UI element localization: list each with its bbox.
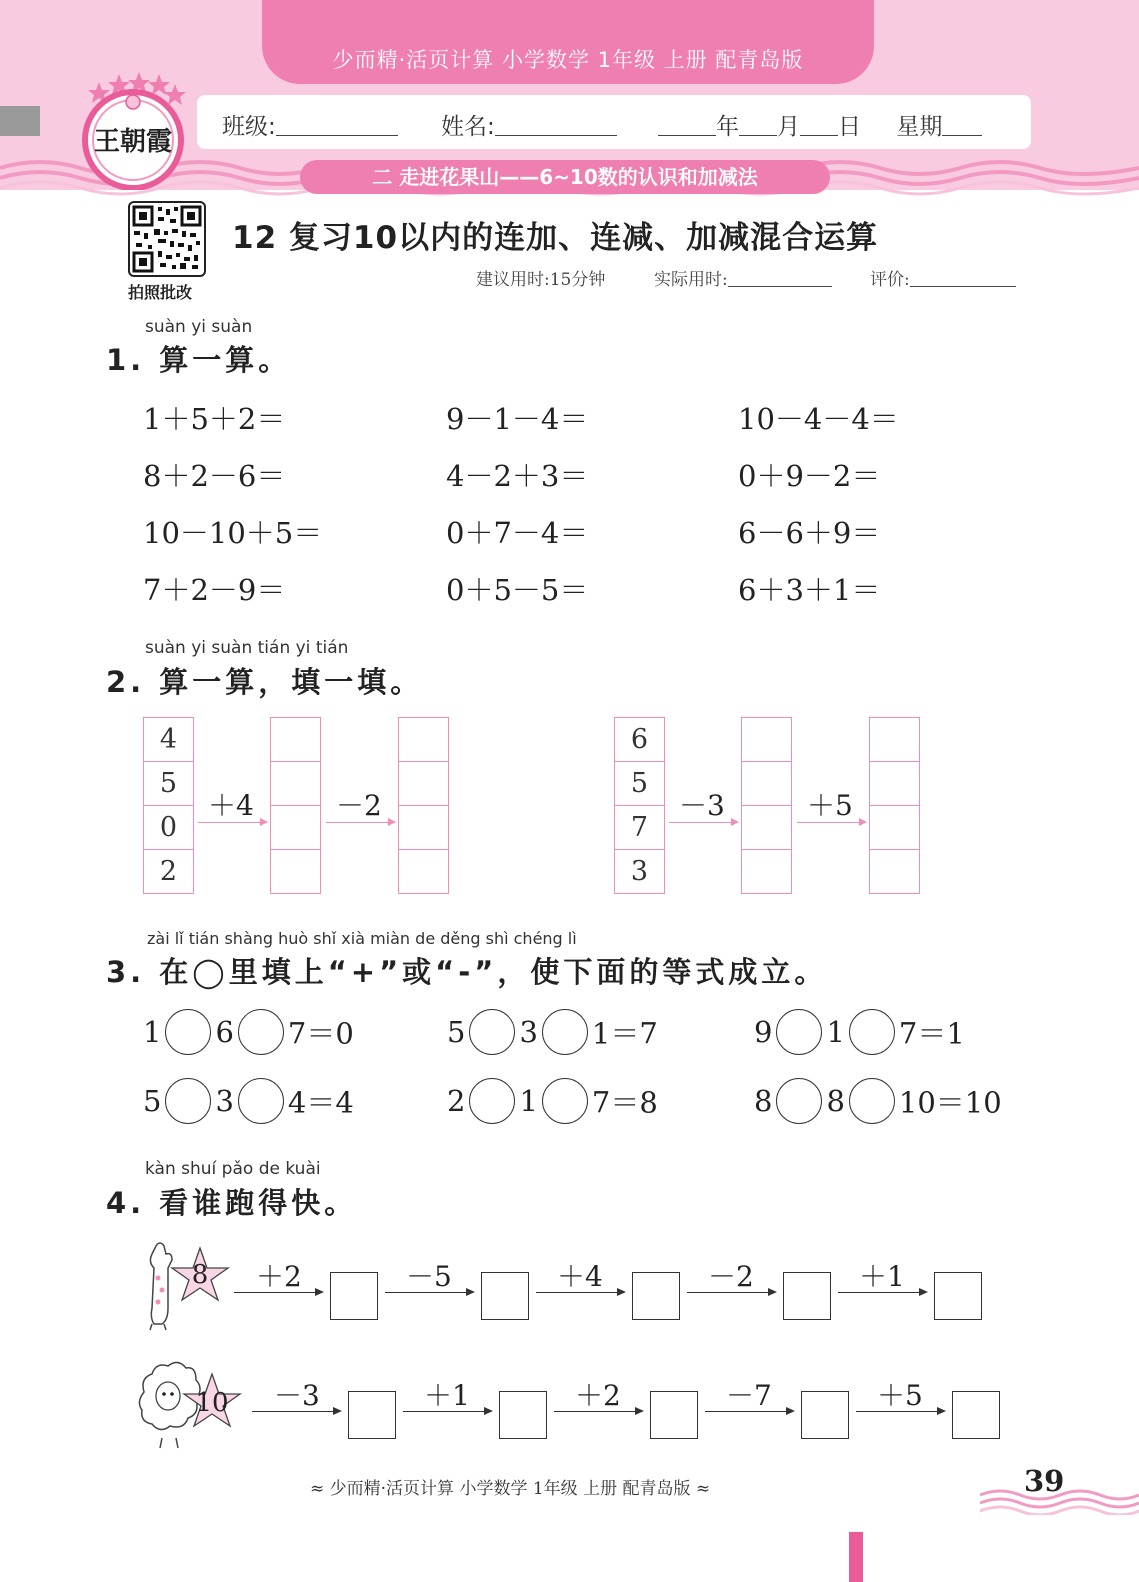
q2-input-cell: 5 bbox=[144, 762, 194, 806]
q3-number: 5 bbox=[143, 1084, 162, 1118]
arrow-right-icon bbox=[326, 822, 394, 823]
class-blank[interactable] bbox=[276, 114, 398, 136]
race-answer-box[interactable] bbox=[330, 1272, 378, 1320]
q1-heading: 1. 算一算。 bbox=[106, 343, 292, 377]
operator-circle[interactable] bbox=[165, 1078, 211, 1124]
q2-answer-cell[interactable] bbox=[399, 762, 449, 806]
race-answer-box[interactable] bbox=[632, 1272, 680, 1320]
q2-right-input-column bbox=[614, 717, 665, 894]
operator-circle[interactable] bbox=[542, 1078, 588, 1124]
q1-expression[interactable]: 6＋3＋1＝ bbox=[738, 573, 881, 607]
q1-expression[interactable]: 7＋2－9＝ bbox=[143, 573, 286, 607]
q4-pinyin: kàn shuí pǎo de kuài bbox=[145, 1159, 321, 1179]
race-operation: －5 bbox=[406, 1260, 452, 1293]
page-number: 39 bbox=[1024, 1464, 1065, 1498]
q2-answer-cell[interactable] bbox=[399, 806, 449, 850]
month-label: 月 bbox=[777, 114, 800, 140]
q1-expression[interactable]: 0＋5－5＝ bbox=[446, 573, 589, 607]
q3-result: 4＝4 bbox=[287, 1085, 354, 1120]
side-tab bbox=[0, 106, 40, 136]
q2-operation: －3 bbox=[679, 789, 725, 822]
evaluation-blank[interactable] bbox=[910, 269, 1016, 287]
arrow-right-icon bbox=[687, 1292, 775, 1293]
actual-time-label: 实际用时: bbox=[654, 270, 728, 290]
q3-number: 3 bbox=[215, 1084, 234, 1118]
q2-input-cell: 0 bbox=[144, 806, 194, 850]
operator-circle[interactable] bbox=[542, 1009, 588, 1055]
race-answer-box[interactable] bbox=[499, 1391, 547, 1439]
race-answer-box[interactable] bbox=[650, 1391, 698, 1439]
race-operation: ＋2 bbox=[575, 1379, 621, 1412]
operator-circle[interactable] bbox=[776, 1078, 822, 1124]
q3-equation bbox=[754, 1078, 1002, 1124]
q2-operation: －2 bbox=[336, 789, 382, 822]
race-operation: ＋4 bbox=[557, 1260, 603, 1293]
q2-operation: ＋4 bbox=[208, 789, 254, 822]
class-label: 班级: bbox=[222, 114, 276, 140]
year-label: 年 bbox=[716, 114, 739, 140]
q1-expression[interactable]: 10－4－4＝ bbox=[738, 402, 899, 436]
race-answer-box[interactable] bbox=[801, 1391, 849, 1439]
arrow-right-icon bbox=[705, 1411, 793, 1412]
q2-answer-cell[interactable] bbox=[742, 718, 792, 762]
race-answer-box[interactable] bbox=[934, 1272, 982, 1320]
operator-circle[interactable] bbox=[165, 1009, 211, 1055]
operator-circle[interactable] bbox=[238, 1009, 284, 1055]
q2-answer-cell[interactable] bbox=[742, 806, 792, 850]
q2-input-cell: 7 bbox=[615, 806, 665, 850]
q3-result: 7＝0 bbox=[287, 1016, 354, 1051]
q3-number: 8 bbox=[754, 1084, 773, 1118]
q3-result: 7＝1 bbox=[898, 1016, 965, 1051]
race-operation: ＋1 bbox=[859, 1260, 905, 1293]
q2-answer-cell[interactable] bbox=[870, 806, 920, 850]
operator-circle[interactable] bbox=[776, 1009, 822, 1055]
race-answer-box[interactable] bbox=[952, 1391, 1000, 1439]
q3-equation bbox=[754, 1009, 965, 1055]
q2-answer-cell[interactable] bbox=[271, 806, 321, 850]
race-answer-box[interactable] bbox=[481, 1272, 529, 1320]
q2-answer-cell[interactable] bbox=[271, 762, 321, 806]
page-edge-marker bbox=[849, 1532, 863, 1582]
q2-answer-cell[interactable] bbox=[271, 850, 321, 894]
race-operation: ＋5 bbox=[877, 1379, 923, 1412]
q2-answer-column bbox=[869, 717, 920, 894]
q2-answer-cell[interactable] bbox=[870, 718, 920, 762]
date-field[interactable] bbox=[658, 108, 982, 141]
weekday-blank[interactable] bbox=[942, 114, 982, 136]
q3-number: 5 bbox=[447, 1015, 466, 1049]
q2-answer-column bbox=[270, 717, 321, 894]
q2-input-cell: 5 bbox=[615, 762, 665, 806]
q2-answer-column bbox=[741, 717, 792, 894]
q3-result: 7＝8 bbox=[591, 1085, 658, 1120]
q1-expression[interactable]: 10－10＋5＝ bbox=[143, 516, 323, 550]
q3-number: 9 bbox=[754, 1015, 773, 1049]
arrow-right-icon bbox=[252, 1411, 340, 1412]
q2-pinyin: suàn yi suàn tián yi tián bbox=[145, 638, 349, 658]
q3-result: 10＝10 bbox=[898, 1085, 1002, 1120]
evaluation-label: 评价: bbox=[870, 270, 910, 290]
q1-pinyin: suàn yi suàn bbox=[145, 317, 253, 337]
q1-expression[interactable]: 6－6＋9＝ bbox=[738, 516, 881, 550]
arrow-right-icon bbox=[536, 1292, 624, 1293]
q3-equation bbox=[447, 1009, 658, 1055]
footer-wave-decoration bbox=[980, 1485, 1139, 1515]
q2-answer-cell[interactable] bbox=[742, 850, 792, 894]
q3-equation bbox=[143, 1078, 354, 1124]
class-field[interactable] bbox=[222, 108, 398, 141]
suggested-time: 建议用时:15分钟 bbox=[476, 270, 606, 290]
q3-number: 3 bbox=[519, 1015, 538, 1049]
qr-caption: 拍照批改 bbox=[128, 283, 193, 302]
evaluation-field[interactable] bbox=[870, 265, 1016, 290]
race-operation: ＋1 bbox=[424, 1379, 470, 1412]
race-operation: －7 bbox=[726, 1379, 772, 1412]
lesson-title: 12 复习10以内的连加、连减、加减混合运算 bbox=[232, 220, 879, 256]
svg-text:王朝霞: 王朝霞 bbox=[93, 127, 173, 157]
race-answer-box[interactable] bbox=[783, 1272, 831, 1320]
arrow-right-icon bbox=[838, 1292, 926, 1293]
race-start-value: 8 bbox=[191, 1260, 209, 1290]
actual-time-field[interactable] bbox=[654, 265, 832, 290]
race-operation: －3 bbox=[274, 1379, 320, 1412]
unit-title: 二 走进花果山——6~10数的认识和加减法 bbox=[300, 160, 830, 194]
arrow-right-icon bbox=[198, 822, 266, 823]
name-field[interactable] bbox=[441, 108, 617, 141]
q2-answer-cell[interactable] bbox=[399, 718, 449, 762]
q1-expression[interactable]: 4－2＋3＝ bbox=[446, 459, 589, 493]
q2-answer-cell[interactable] bbox=[271, 718, 321, 762]
q3-result: 1＝7 bbox=[591, 1016, 658, 1051]
operator-circle[interactable] bbox=[849, 1078, 895, 1124]
arrow-right-icon bbox=[385, 1292, 473, 1293]
q1-expression[interactable]: 0＋7－4＝ bbox=[446, 516, 589, 550]
arrow-right-icon bbox=[856, 1411, 944, 1412]
arrow-right-icon bbox=[234, 1292, 322, 1293]
q2-input-cell: 6 bbox=[615, 718, 665, 762]
q3-number: 1 bbox=[143, 1015, 162, 1049]
arrow-right-icon bbox=[403, 1411, 491, 1412]
q3-number: 8 bbox=[826, 1084, 845, 1118]
race-operation: ＋2 bbox=[256, 1260, 302, 1293]
giraffe-icon bbox=[138, 1238, 238, 1332]
q2-answer-cell[interactable] bbox=[870, 850, 920, 894]
q2-input-cell: 4 bbox=[144, 718, 194, 762]
actual-time-blank[interactable] bbox=[728, 269, 832, 287]
day-blank[interactable] bbox=[800, 114, 838, 136]
q3-number: 1 bbox=[826, 1015, 845, 1049]
arrow-right-icon bbox=[669, 822, 737, 823]
q2-answer-column bbox=[398, 717, 449, 894]
q3-equation bbox=[447, 1078, 658, 1124]
qr-code-icon[interactable] bbox=[128, 201, 206, 277]
q3-heading: 3. 在◯里填上“+”或“-”，使下面的等式成立。 bbox=[106, 955, 828, 989]
q2-operation: ＋5 bbox=[807, 789, 853, 822]
q4-heading: 4. 看谁跑得快。 bbox=[106, 1186, 358, 1220]
q3-pinyin: zài lǐ tián shàng huò shǐ xià miàn de děng shì chéng lì bbox=[147, 929, 577, 948]
day-label: 日 bbox=[838, 114, 861, 140]
q1-expression[interactable]: 1＋5＋2＝ bbox=[143, 402, 286, 436]
name-label: 姓名: bbox=[441, 114, 495, 140]
weekday-label: 星期 bbox=[896, 114, 943, 140]
publisher-logo-icon bbox=[78, 72, 188, 190]
month-blank[interactable] bbox=[739, 114, 777, 136]
operator-circle[interactable] bbox=[238, 1078, 284, 1124]
sheep-icon bbox=[134, 1352, 250, 1452]
operator-circle[interactable] bbox=[469, 1078, 515, 1124]
q2-left-input-column bbox=[143, 717, 194, 894]
q2-answer-cell[interactable] bbox=[742, 762, 792, 806]
q3-number: 1 bbox=[519, 1084, 538, 1118]
arrow-right-icon bbox=[797, 822, 865, 823]
q3-equation bbox=[143, 1009, 354, 1055]
q2-input-cell: 3 bbox=[615, 850, 665, 894]
operator-circle[interactable] bbox=[469, 1009, 515, 1055]
q2-answer-cell[interactable] bbox=[399, 850, 449, 894]
year-blank[interactable] bbox=[658, 114, 716, 136]
name-blank[interactable] bbox=[495, 114, 617, 136]
q1-expression[interactable]: 9－1－4＝ bbox=[446, 402, 589, 436]
race-answer-box[interactable] bbox=[348, 1391, 396, 1439]
q1-expression[interactable]: 8＋2－6＝ bbox=[143, 459, 286, 493]
q2-input-cell: 2 bbox=[144, 850, 194, 894]
footer-text: ≈ 少而精·活页计算 小学数学 1年级 上册 配青岛版 ≈ bbox=[310, 1479, 711, 1499]
race-start-value: 10 bbox=[195, 1388, 229, 1418]
series-title: 少而精·活页计算 小学数学 1年级 上册 配青岛版 bbox=[332, 48, 804, 72]
q2-answer-cell[interactable] bbox=[870, 762, 920, 806]
q1-expression[interactable]: 0＋9－2＝ bbox=[738, 459, 881, 493]
race-operation: －2 bbox=[708, 1260, 754, 1293]
operator-circle[interactable] bbox=[849, 1009, 895, 1055]
arrow-right-icon bbox=[554, 1411, 642, 1412]
q3-number: 2 bbox=[447, 1084, 466, 1118]
q2-heading: 2. 算一算，填一填。 bbox=[106, 665, 424, 699]
q3-number: 6 bbox=[215, 1015, 234, 1049]
